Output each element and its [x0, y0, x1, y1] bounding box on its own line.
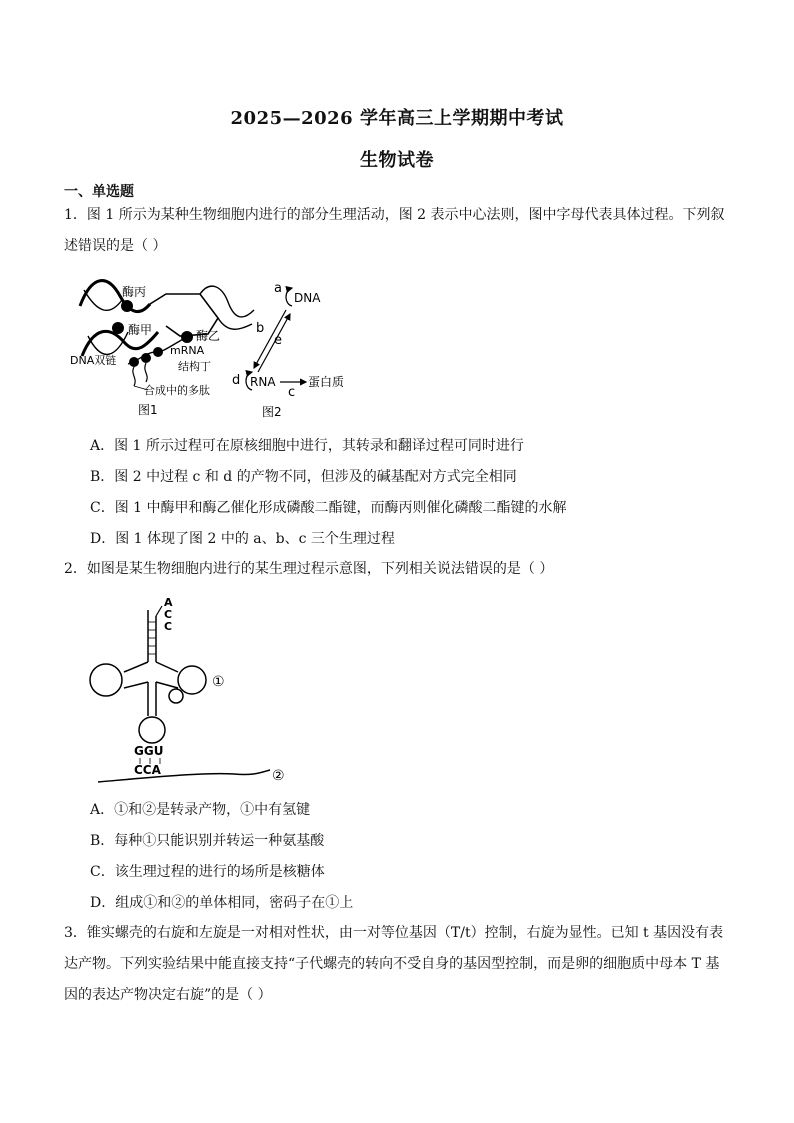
- question-1-option-c[interactable]: C．图 1 中酶甲和酶乙催化形成磷酸二酯键，而酶丙则催化磷酸二酯键的水解: [90, 500, 567, 516]
- dna-strand-upper-2: [84, 290, 122, 310]
- question-3-line-2: 达产物。下列实验结果中能直接支持“子代螺壳的转向不受自身的基因型控制，而是卵的细胞质中母本 T 基: [64, 956, 720, 972]
- replication-loop: [286, 288, 292, 306]
- question-2-option-d[interactable]: D．组成①和②的单体相同，密码子在①上: [90, 895, 354, 911]
- codon-label: CCA: [134, 763, 161, 777]
- label-peptide: 合成中的多肽: [144, 384, 210, 397]
- figure-2: [226, 280, 356, 420]
- acceptor-base-c2: C: [164, 620, 173, 633]
- right-arm-top: [156, 662, 178, 672]
- label-mrna: mRNA: [170, 344, 205, 357]
- right-arm-bottom: [156, 682, 178, 688]
- label-circle-2: ②: [272, 768, 285, 784]
- fig2-label-c: c: [288, 385, 296, 400]
- ribosome-2: [141, 353, 151, 363]
- acceptor-base-a: A: [164, 596, 173, 609]
- left-arm-bottom: [124, 682, 148, 688]
- question-3-line-3: 因的表达产物决定右旋”的是（ ）: [64, 987, 272, 1003]
- acceptor-stem-rungs: [148, 622, 156, 654]
- left-arm-top: [124, 662, 148, 672]
- polypeptide-2: [145, 363, 147, 382]
- question-1-line-1: 1．图 1 所示为某种生物细胞内进行的部分生理活动，图 2 表示中心法则，图中字母代表具体过程。下列叙: [64, 207, 725, 223]
- label-dna: DNA双链: [70, 354, 117, 367]
- question-1-line-2: 述错误的是（ ）: [64, 238, 167, 254]
- label-structure: 结构丁: [178, 360, 211, 373]
- enzyme-a-blob: [112, 322, 124, 334]
- fig2-label-rna: RNA: [250, 375, 276, 389]
- page-subtitle: 生物试卷: [360, 150, 434, 171]
- fig2-label-dna: DNA: [294, 291, 321, 305]
- variable-loop: [169, 689, 183, 703]
- ribosome-3: [129, 357, 139, 367]
- figure-2-caption: 图2: [262, 405, 282, 419]
- fig2-label-b: b: [256, 321, 265, 336]
- fig2-label-d: d: [232, 373, 241, 388]
- label-enzyme-c: 酶丙: [122, 285, 147, 299]
- question-1-option-d[interactable]: D．图 1 体现了图 2 中的 a、b、c 三个生理过程: [90, 531, 395, 547]
- question-1-option-a[interactable]: A．图 1 所示过程可在原核细胞中进行，其转录和翻译过程可同时进行: [90, 438, 524, 454]
- acceptor-base-c1: C: [164, 608, 173, 621]
- question-1-stem: [64, 200, 734, 262]
- anticodon-loop: [139, 717, 165, 743]
- question-3-line-1: 3．锥实螺壳的右旋和左旋是一对相对性状，由一对等位基因（T/t）控制，右旋为显性。已知 t 基因没有表: [64, 925, 724, 941]
- t-loop: [178, 666, 206, 694]
- ribosome-1: [153, 347, 163, 357]
- fig2-label-a: a: [274, 281, 282, 296]
- fig2-label-protein: 蛋白质: [308, 375, 345, 389]
- label-circle-1: ①: [212, 674, 225, 690]
- fig2-label-e: e: [274, 333, 282, 348]
- figure-1-caption: 图1: [138, 403, 158, 417]
- section-heading: 一、单选题: [64, 184, 134, 200]
- question-2-option-b[interactable]: B．每种①只能识别并转运一种氨基酸: [90, 833, 325, 849]
- question-2-option-c[interactable]: C．该生理过程的进行的场所是核糖体: [90, 864, 325, 880]
- trna-figure: [84, 592, 294, 792]
- label-enzyme-a: 酶甲: [128, 323, 153, 337]
- d-loop: [90, 664, 122, 696]
- question-1-option-b[interactable]: B．图 2 中过程 c 和 d 的产物不同，但涉及的碱基配对方式完全相同: [90, 469, 517, 485]
- polypeptide-1: [133, 367, 135, 386]
- page-title: 2025—2026 学年高三上学期期中考试: [230, 108, 564, 129]
- acceptor-tail: [156, 606, 162, 616]
- question-2-stem: 2．如图是某生物细胞内进行的某生理过程示意图，下列相关说法错误的是（ ）: [64, 561, 554, 577]
- label-enzyme-b: 酶乙: [196, 329, 221, 343]
- mrna-strand: [98, 770, 270, 782]
- enzyme-c-blob: [121, 300, 133, 312]
- anticodon-label: GGU: [134, 744, 164, 758]
- question-3-stem: [64, 918, 734, 1011]
- question-2-option-a[interactable]: A．①和②是转录产物，①中有氢键: [90, 802, 311, 818]
